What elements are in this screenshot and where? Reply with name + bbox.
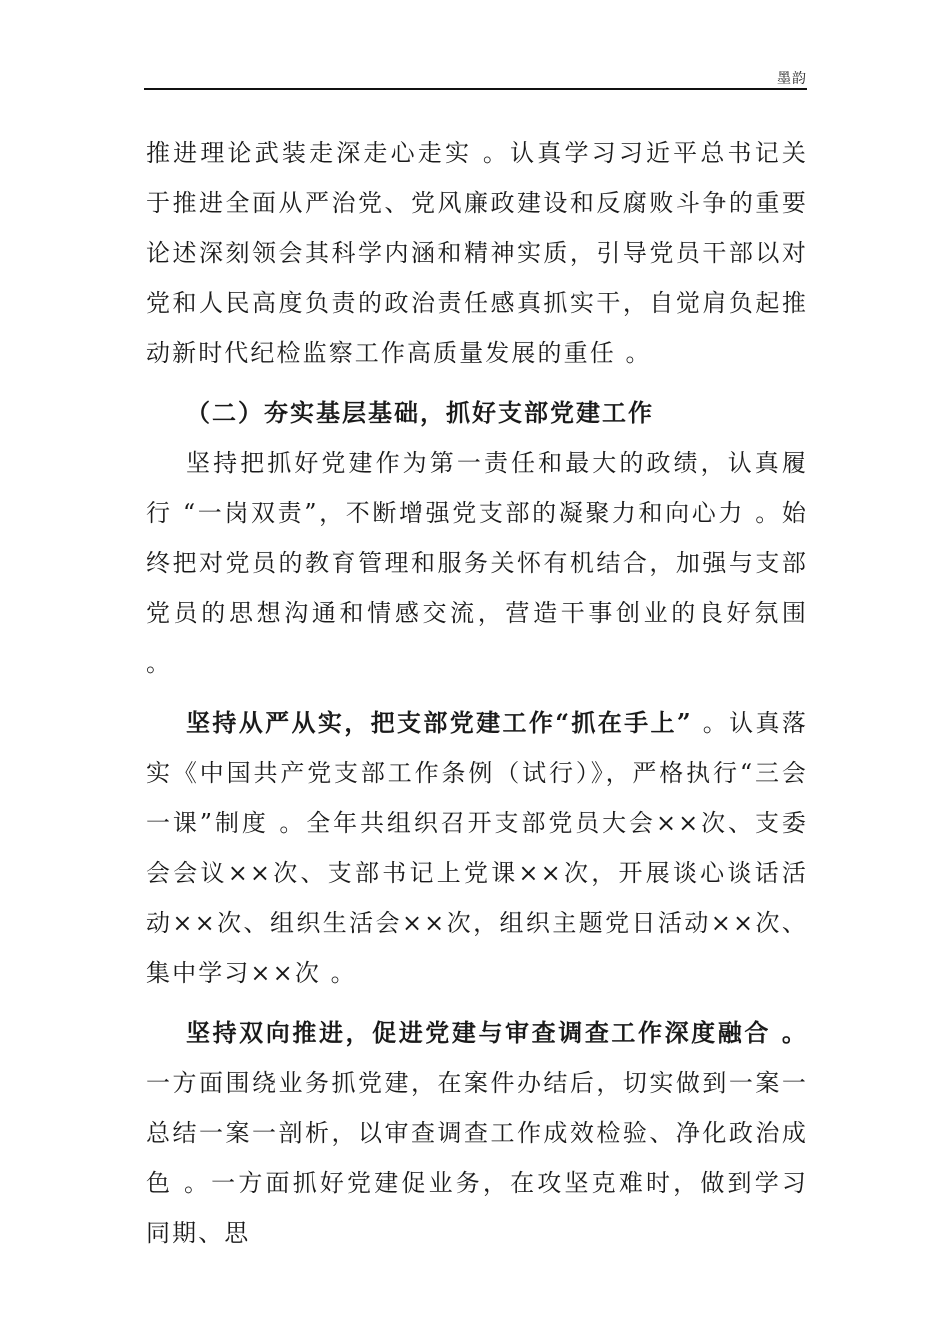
paragraph-3-text: 。认真落实《中国共产党支部工作条例（试行）》，严格执行“三会一课”制度 。全年共组织召开支部党员大会××次、支委会会议××次、支部书记上党课××次，开展谈心谈话活动××次、组织生活会××次，组织主题党日活动××次、集中学习××次 。 <box>146 709 808 987</box>
header-label: 墨韵 <box>777 71 807 87</box>
paragraph-3 <box>146 698 808 998</box>
document-body <box>146 128 808 1258</box>
paragraph-1: 推进理论武装走深走心走实 。认真学习习近平总书记关于推进全面从严治党、党风廉政建设和反腐败斗争的重要论述深刻领会其科学内涵和精神实质，引导党员干部以对党和人民高度负责的政治责任感真抓实干，自觉肩负起推动新时代纪检监察工作高质量发展的重任 。 <box>146 139 808 367</box>
paragraph-4-text: 一方面围绕业务抓党建，在案件办结后，切实做到一案一总结一案一剖析，以审查调查工作成效检验、净化政治成色 。一方面抓好党建促业务，在攻坚克难时，做到学习同期、思 <box>146 1069 808 1247</box>
paragraph-3-lead: 坚持从严从实，把支部党建工作“抓在手上” <box>186 708 693 737</box>
header-rule <box>144 88 807 90</box>
paragraph-2: 坚持把抓好党建作为第一责任和最大的政绩，认真履行 “一岗双责”，不断增强党支部的凝聚力和向心力 。始终把对党员的教育管理和服务关怀有机结合，加强与支部党员的思想沟通和情感交流，营造干事创业的良好氛围 。 <box>146 449 808 677</box>
paragraph-4 <box>146 1008 808 1258</box>
section-heading-2: （二）夯实基层基础，抓好支部党建工作 <box>186 398 654 427</box>
paragraph-4-lead: 坚持双向推进，促进党建与审查调查工作深度融合 。 <box>186 1018 808 1047</box>
